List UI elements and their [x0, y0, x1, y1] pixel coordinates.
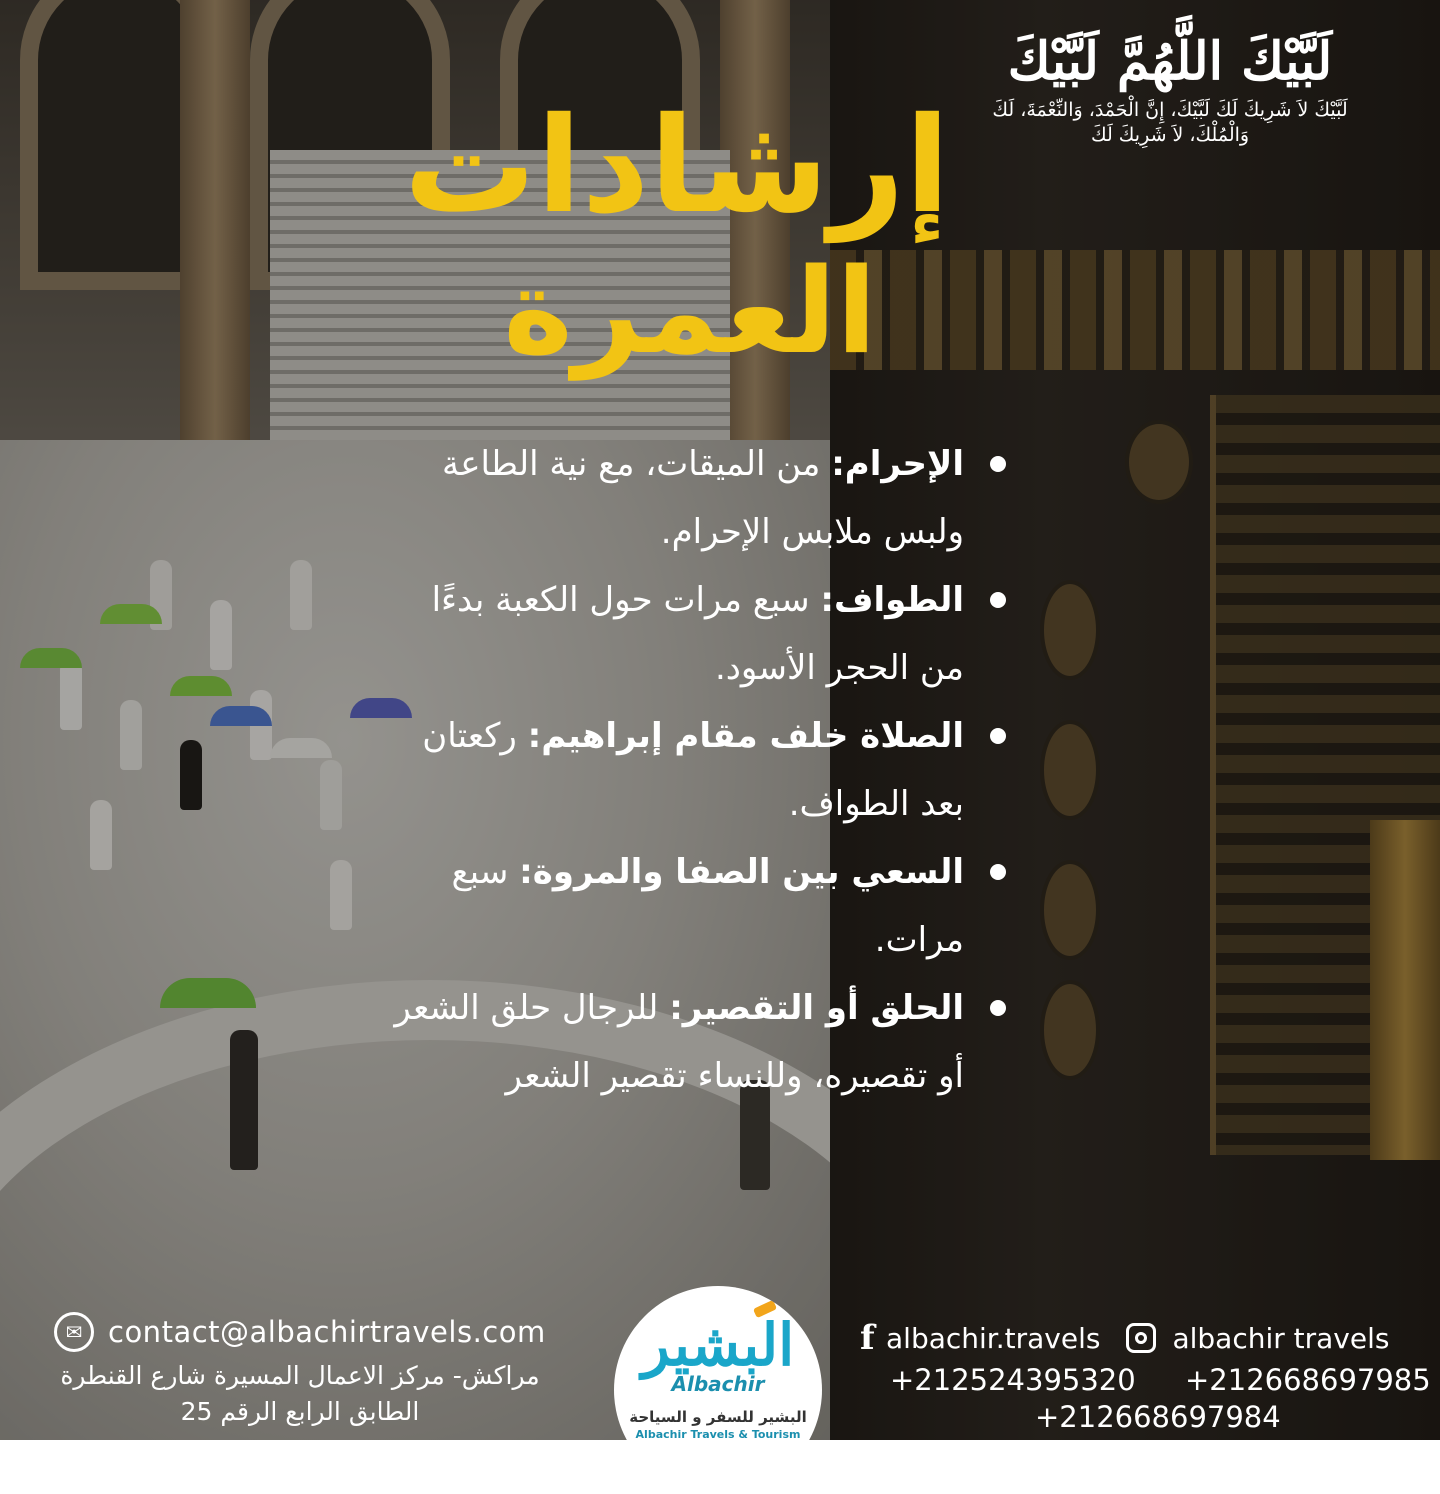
contact-block — [30, 1312, 590, 1430]
step-tawaf — [380, 566, 1020, 702]
email-row[interactable] — [54, 1312, 590, 1352]
envelope-icon: ✉ — [54, 1312, 94, 1352]
phone-number[interactable]: +212668697984 — [1035, 1400, 1281, 1434]
step-description: سبع مرات حول الكعبة بدءًا من الحجر الأسود. — [431, 580, 964, 688]
bullet-icon — [990, 728, 1006, 744]
page-title-line-1: إرشادات — [403, 89, 950, 243]
step-ihram — [380, 430, 1020, 566]
bullet-icon — [990, 1000, 1006, 1016]
logo-name-latin: Albachir — [671, 1372, 765, 1396]
instagram-icon[interactable] — [1126, 1323, 1156, 1353]
phone-number[interactable]: +212668697985 — [1185, 1363, 1431, 1397]
step-description: سبع مرات. — [451, 852, 964, 960]
phone-numbers — [860, 1362, 1440, 1436]
bullet-icon — [990, 592, 1006, 608]
bullet-icon — [990, 456, 1006, 472]
facebook-handle[interactable]: albachir.travels — [886, 1321, 1101, 1355]
phone-number[interactable]: +212524395320 — [890, 1363, 1136, 1397]
step-term: الصلاة خلف مقام إبراهيم: — [527, 716, 964, 756]
bullet-icon — [990, 864, 1006, 880]
step-term: الإحرام: — [831, 444, 964, 484]
social-row — [860, 1318, 1440, 1358]
facebook-icon[interactable]: f — [860, 1318, 875, 1358]
step-halq — [380, 974, 1020, 1110]
brand-logo — [614, 1286, 822, 1494]
umrah-steps-list — [380, 430, 1020, 1110]
step-sai — [380, 838, 1020, 974]
step-term: الحلق أو التقصير: — [669, 988, 964, 1028]
talbiya — [960, 28, 1380, 149]
email-address[interactable]: contact@albachirtravels.com — [108, 1315, 546, 1349]
logo-tagline-arabic: البشير للسفر و السياحة — [629, 1408, 807, 1426]
step-description: من الميقات، مع نية الطاعة ولبس ملابس الإحرام. — [441, 444, 964, 552]
page-title-line-2: العمرة — [503, 242, 877, 380]
step-term: الطواف: — [820, 580, 964, 620]
step-prayer — [380, 702, 1020, 838]
logo-tagline-english: Albachir Travels & Tourism — [635, 1428, 801, 1441]
step-term: السعي بين الصفا والمروة: — [519, 852, 964, 892]
address-line-1: مراكش- مركز الاعمال المسيرة شارع القنطرة — [60, 1361, 540, 1390]
address — [30, 1358, 570, 1430]
step-description: للرجال حلق الشعر أو تقصيره، وللنساء تقصير الشعر — [394, 988, 964, 1096]
instagram-handle[interactable]: albachir travels — [1172, 1321, 1390, 1355]
talbiya-subtitle: لَبَّيْكَ لاَ شَرِيكَ لَكَ لَبَّيْكَ، إِنَّ الْحَمْدَ، وَالنِّعْمَةَ، لَكَ وَالْمُلْكَ، لاَ شَرِيكَ لَكَ — [992, 98, 1348, 147]
talbiya-heading: لَبَّيْكَ اللَّهُمَّ لَبَّيْكَ — [1007, 31, 1333, 92]
address-line-2: الطابق الرابع الرقم 25 — [180, 1397, 420, 1426]
step-description: ركعتان بعد الطواف. — [422, 716, 964, 824]
social-block — [860, 1318, 1440, 1436]
logo-name-arabic: البشير — [641, 1311, 795, 1379]
